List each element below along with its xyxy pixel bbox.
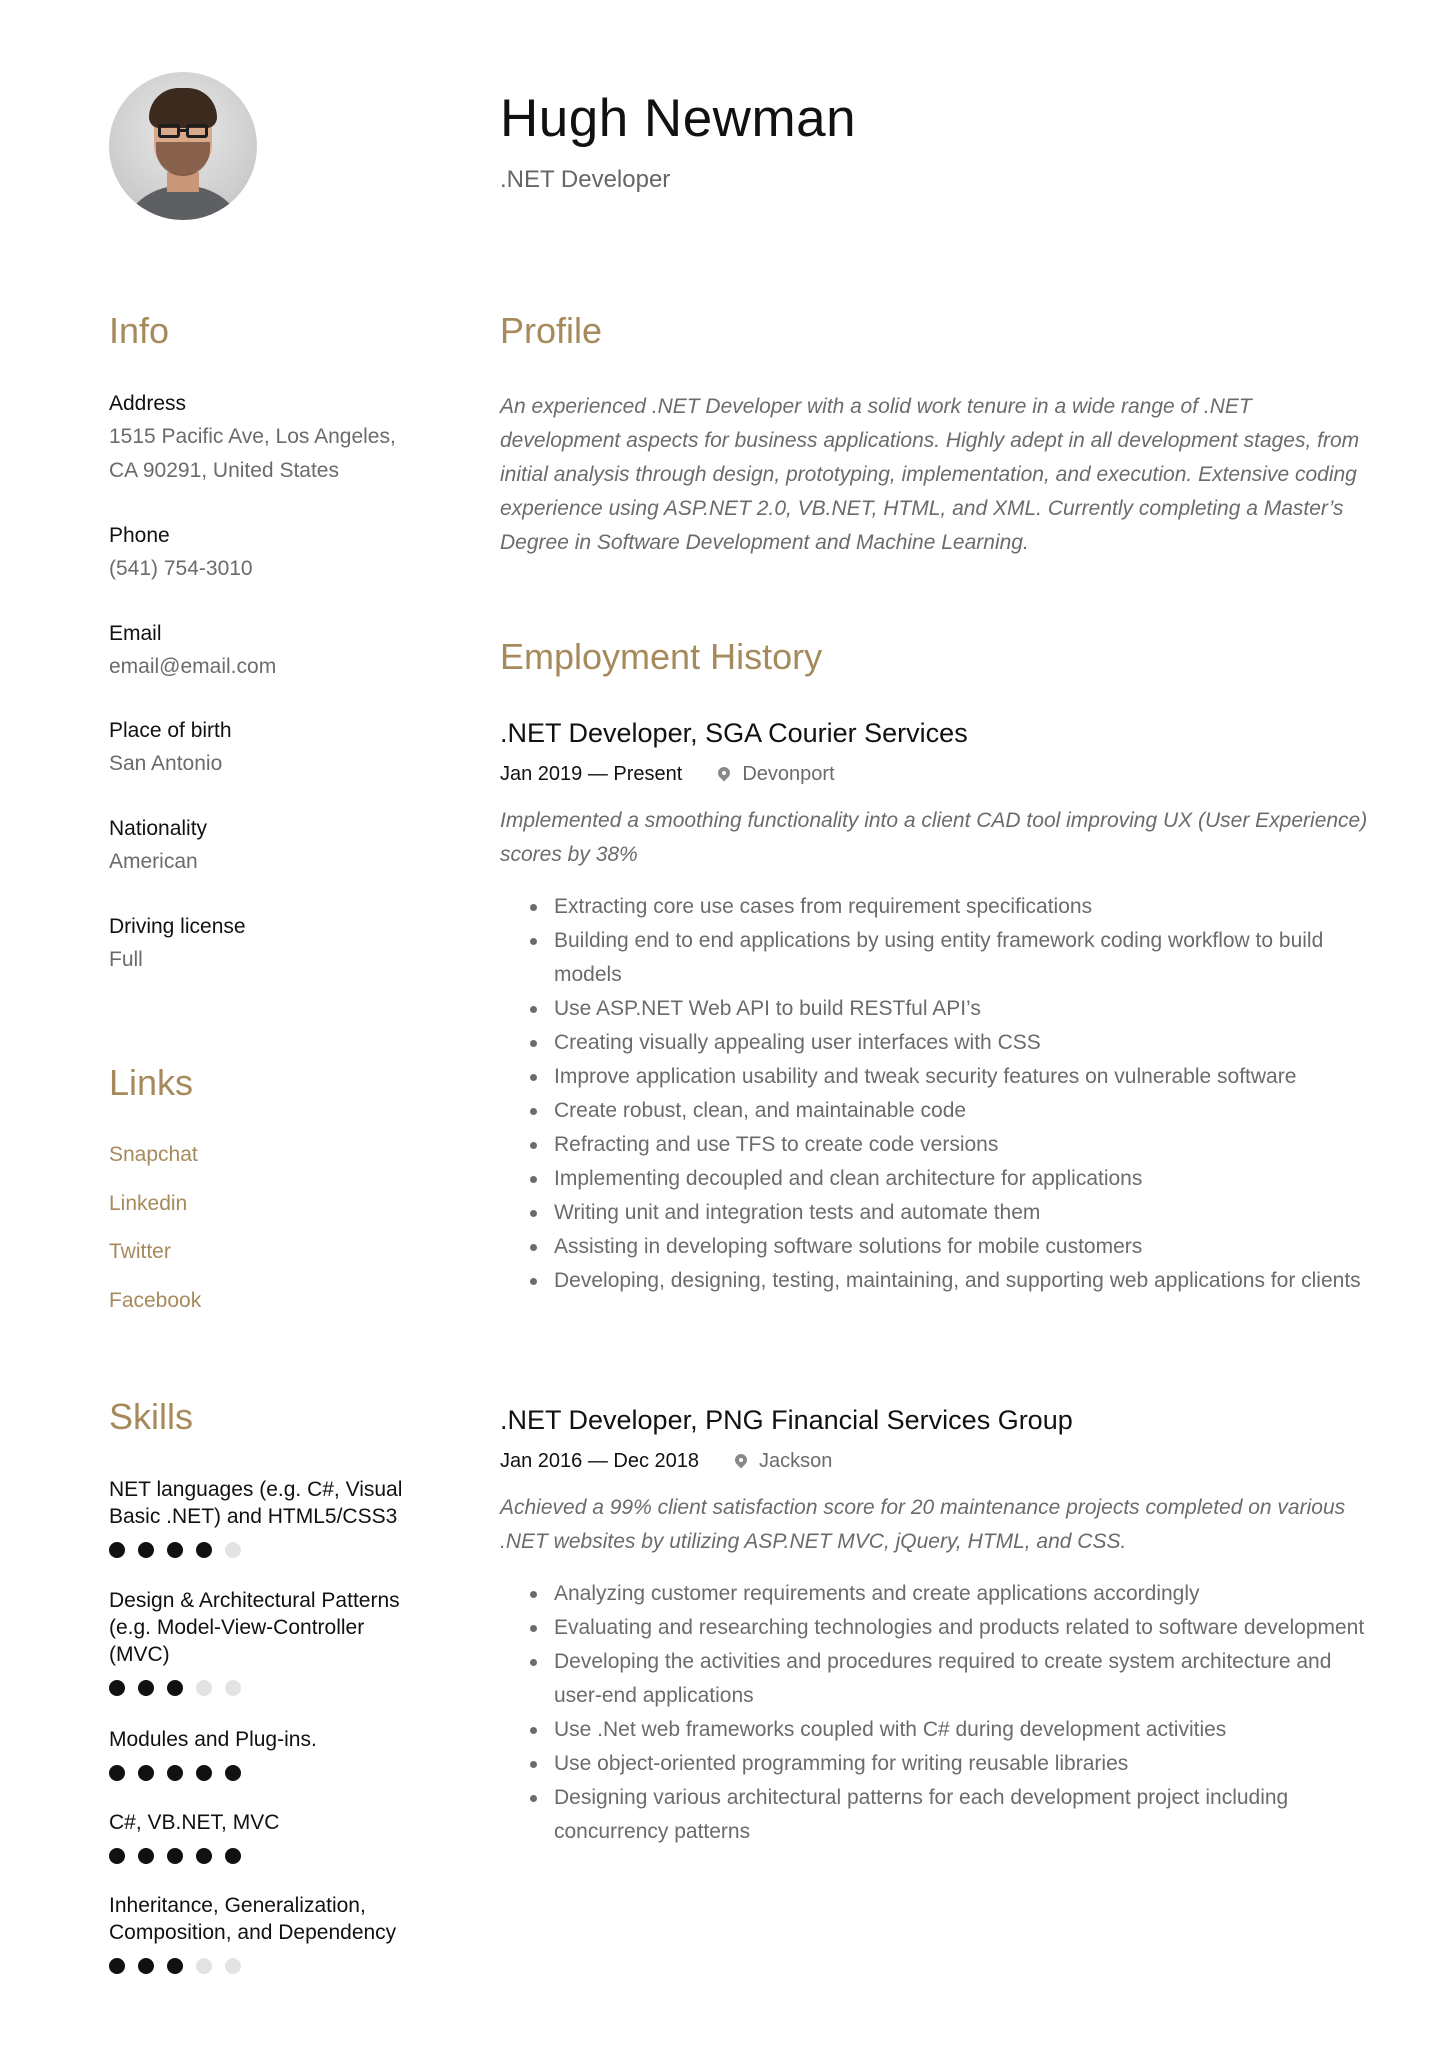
field-label: Place of birth — [109, 719, 232, 742]
link-snapchat[interactable]: Snapchat — [109, 1143, 198, 1166]
rating-dot-empty — [225, 1680, 241, 1696]
bullet-item: Use .Net web frameworks coupled with C# during development activities — [500, 1713, 1370, 1747]
location-pin-icon — [718, 767, 730, 783]
field-label: Phone — [109, 524, 170, 547]
bullet-item: Developing, designing, testing, maintaining, and supporting web applications for clients — [500, 1264, 1370, 1298]
job-meta — [500, 1450, 1370, 1473]
job-summary: Implemented a smoothing functionality into a client CAD tool improving UX (User Experience) scores by 38% — [500, 809, 1368, 866]
rating-dot-filled — [138, 1848, 154, 1864]
info-driving-license — [109, 915, 429, 977]
rating-dot-empty — [196, 1680, 212, 1696]
field-label: Driving license — [109, 915, 246, 938]
job-bullets — [500, 1577, 1370, 1849]
rating-dot-empty — [196, 1958, 212, 1974]
info-heading: Info — [109, 310, 170, 351]
location-pin-icon — [735, 1454, 747, 1470]
skill-rating — [109, 1848, 409, 1864]
field-label: Email — [109, 622, 162, 645]
rating-dot-filled — [109, 1542, 125, 1558]
field-value: (541) 754-3010 — [109, 557, 253, 580]
info-nationality — [109, 817, 429, 879]
rating-dot-empty — [225, 1958, 241, 1974]
job-dates: Jan 2019 — Present — [500, 763, 683, 785]
rating-dot-filled — [167, 1848, 183, 1864]
job-location: Jackson — [759, 1450, 833, 1472]
rating-dot-filled — [167, 1680, 183, 1696]
avatar — [109, 72, 257, 220]
job-title: .NET Developer — [500, 166, 671, 193]
rating-dot-filled — [196, 1848, 212, 1864]
job-entry-title: .NET Developer, PNG Financial Services Group — [500, 1405, 1073, 1435]
skill-rating — [109, 1765, 409, 1781]
bullet-item: Building end to end applications by using entity framework coding workflow to build models — [500, 924, 1370, 992]
rating-dot-filled — [225, 1848, 241, 1864]
employment-heading: Employment History — [500, 636, 823, 677]
skill-rating — [109, 1958, 419, 1974]
bullet-item: Evaluating and researching technologies and products related to software development — [500, 1611, 1370, 1645]
job-location: Devonport — [742, 763, 835, 785]
bullet-item: Extracting core use cases from requirement specifications — [500, 890, 1370, 924]
rating-dot-filled — [138, 1680, 154, 1696]
skill-item — [109, 1892, 419, 1974]
job-summary: Achieved a 99% client satisfaction score for 20 maintenance projects completed on various .NET websites by utilizing ASP.NET MVC, jQuery, HTML, and CSS. — [500, 1496, 1346, 1553]
rating-dot-filled — [109, 1958, 125, 1974]
link-linkedin[interactable]: Linkedin — [109, 1192, 188, 1215]
info-place-of-birth — [109, 719, 429, 781]
rating-dot-filled — [138, 1765, 154, 1781]
links-list — [109, 1143, 429, 1313]
rating-dot-filled — [196, 1542, 212, 1558]
bullet-item: Designing various architectural patterns for each development project including concurrency patterns — [500, 1781, 1370, 1849]
job-dates: Jan 2016 — Dec 2018 — [500, 1450, 700, 1472]
rating-dot-filled — [138, 1542, 154, 1558]
rating-dot-filled — [138, 1958, 154, 1974]
bullet-item: Use object-oriented programming for writing reusable libraries — [500, 1747, 1370, 1781]
field-value: Full — [109, 948, 143, 971]
bullet-item: Use ASP.NET Web API to build RESTful API’s — [500, 992, 1370, 1026]
bullet-item: Developing the activities and procedures required to create system architecture and user-end applications — [500, 1645, 1370, 1713]
rating-dot-filled — [167, 1765, 183, 1781]
skill-name: Inheritance, Generalization, Composition, and Dependency — [109, 1894, 397, 1944]
profile-heading: Profile — [500, 310, 603, 351]
bullet-item: Assisting in developing software solutions for mobile customers — [500, 1230, 1370, 1264]
bullet-item: Improve application usability and tweak security features on vulnerable software — [500, 1060, 1370, 1094]
profile-text: An experienced .NET Developer with a solid work tenure in a wide range of .NET development aspects for business applications. Highly adept in all development stages, from initial analysis through design, prototyping, implementation, and execution. Extensive coding experience using ASP.NET 2.0, VB.NET, HTML, and XML. Currently completing a Master’s Degree in Software Development and Machine Learning. — [500, 395, 1360, 554]
link-facebook[interactable]: Facebook — [109, 1289, 202, 1312]
skill-name: C#, VB.NET, MVC — [109, 1811, 280, 1834]
field-value: San Antonio — [109, 752, 223, 775]
skill-name: NET languages (e.g. C#, Visual Basic .NET) and HTML5/CSS3 — [109, 1478, 403, 1528]
bullet-item: Refracting and use TFS to create code versions — [500, 1128, 1370, 1162]
skill-item — [109, 1587, 409, 1696]
info-address — [109, 392, 429, 488]
field-value: American — [109, 850, 198, 873]
skill-name: Design & Architectural Patterns (e.g. Model-View-Controller (MVC) — [109, 1589, 400, 1666]
bullet-item: Create robust, clean, and maintainable code — [500, 1094, 1370, 1128]
bullet-item: Writing unit and integration tests and automate them — [500, 1196, 1370, 1230]
rating-dot-filled — [225, 1765, 241, 1781]
field-label: Nationality — [109, 817, 208, 840]
skill-item — [109, 1726, 409, 1781]
links-heading: Links — [109, 1062, 194, 1103]
skill-rating — [109, 1542, 409, 1558]
bullet-item: Analyzing customer requirements and create applications accordingly — [500, 1577, 1370, 1611]
skill-item — [109, 1809, 409, 1864]
skill-rating — [109, 1680, 409, 1696]
rating-dot-filled — [109, 1848, 125, 1864]
skill-item — [109, 1476, 409, 1558]
rating-dot-filled — [109, 1765, 125, 1781]
bullet-item: Implementing decoupled and clean architecture for applications — [500, 1162, 1370, 1196]
job-entry-title: .NET Developer, SGA Courier Services — [500, 718, 968, 748]
job-entry — [500, 718, 1370, 1298]
skill-name: Modules and Plug-ins. — [109, 1728, 317, 1751]
job-bullets — [500, 890, 1370, 1298]
bullet-item: Creating visually appealing user interfaces with CSS — [500, 1026, 1370, 1060]
info-phone — [109, 524, 429, 586]
rating-dot-filled — [167, 1542, 183, 1558]
link-twitter[interactable]: Twitter — [109, 1240, 171, 1263]
skills-heading: Skills — [109, 1396, 194, 1437]
rating-dot-filled — [109, 1680, 125, 1696]
field-value: email@email.com — [109, 655, 277, 678]
job-meta — [500, 763, 1370, 786]
rating-dot-empty — [225, 1542, 241, 1558]
field-value: 1515 Pacific Ave, Los Angeles, CA 90291, United States — [109, 425, 396, 482]
rating-dot-filled — [167, 1958, 183, 1974]
candidate-name: Hugh Newman — [500, 89, 857, 148]
field-label: Address — [109, 392, 187, 415]
info-email — [109, 622, 429, 684]
job-entry — [500, 1405, 1370, 1849]
rating-dot-filled — [196, 1765, 212, 1781]
